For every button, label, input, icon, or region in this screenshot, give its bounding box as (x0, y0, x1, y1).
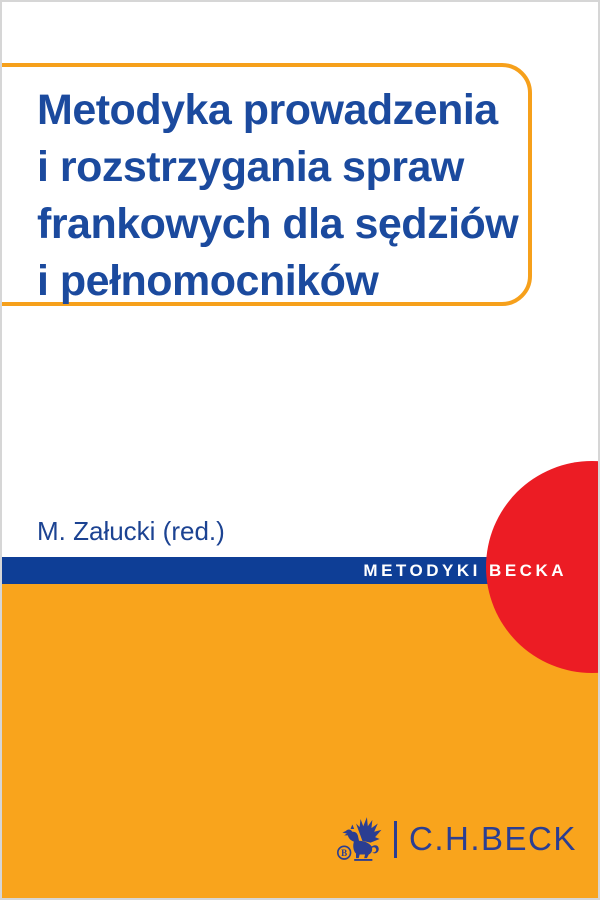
logo-divider (394, 821, 397, 858)
title-line-4: i pełnomocników (37, 257, 379, 305)
title-line-2: i rozstrzygania spraw (37, 143, 464, 191)
title-line-1: Metodyka prowadzenia (37, 86, 498, 134)
publisher-logo (336, 814, 577, 864)
emblem-letter: B (341, 847, 348, 858)
publisher-name: C.H.BECK (409, 819, 577, 858)
title-line-3: frankowych dla sędziów (37, 200, 519, 248)
title-panel (0, 63, 532, 306)
series-label: METODYKI BECKA (363, 561, 567, 580)
author-name: M. Załucki (red.) (37, 516, 225, 546)
book-title (37, 82, 528, 310)
griffin-icon (336, 815, 386, 863)
